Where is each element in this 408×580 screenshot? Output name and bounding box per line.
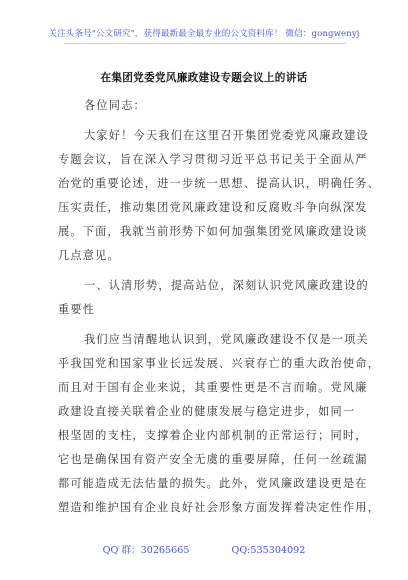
paragraph-line: 大家好！今天我们在这里召开集团党委党风廉政建设: [84, 129, 369, 142]
header-divider: [64, 43, 346, 44]
paragraph-line: 乎我国党和国家事业长远发展、兴衰存亡的重大政治使命，: [58, 357, 381, 370]
paragraph-line: 治党的重要论述，进一步统一思想、提高认识，明确任务、: [58, 177, 381, 190]
section-heading: 一、认清形势，提高站位，深刻认识党风廉政建设的: [84, 279, 369, 292]
header-promo-note: 关注头条号"公文研究"，获得最新最全最专业的公文资料库！ 微信：gongwenyj: [48, 29, 360, 39]
paragraph-line: 它也是确保国有资产安全无虞的重要屏障，任何一丝疏漏: [58, 453, 368, 466]
paragraph-line: 我们应当清醒地认识到，党风廉政建设不仅是一项关: [84, 333, 369, 346]
footer-qq: QQ:535304092: [231, 545, 306, 556]
paragraph-line: 都可能造成无法估量的损失。此外，党风廉政建设更是在: [58, 477, 368, 490]
paragraph-line: 而且对于国有企业来说，其重要性更是不言而喻。党风廉: [58, 381, 368, 394]
paragraph-line: 根坚固的支柱，支撑着企业内部机制的正常运行；同时，: [58, 429, 368, 442]
footer-qq-group: QQ 群：30265665: [102, 545, 190, 556]
paragraph-line: 展。下面，我就当前形势下如何加强集团党风廉政建设谈: [58, 225, 368, 238]
paragraph-line: 几点意见。: [58, 249, 120, 262]
paragraph-line: 专题会议，旨在深入学习贯彻习近平总书记关于全面从严: [58, 153, 368, 166]
section-heading: 重要性: [58, 303, 96, 316]
paragraph-line: 压实责任，推动集团党风廉政建设和反腐败斗争向纵深发: [58, 201, 368, 214]
paragraph-line: 塑造和维护国有企业良好社会形象方面发挥着决定性作用，: [58, 501, 381, 514]
document-title: 在集团党委党风廉政建设专题会议上的讲话: [100, 72, 308, 84]
salutation: 各位同志：: [84, 99, 146, 112]
footer-contact: [0, 542, 408, 556]
paragraph-line: 政建设直接关联着企业的健康发展与稳定进步，如同一: [58, 405, 356, 418]
